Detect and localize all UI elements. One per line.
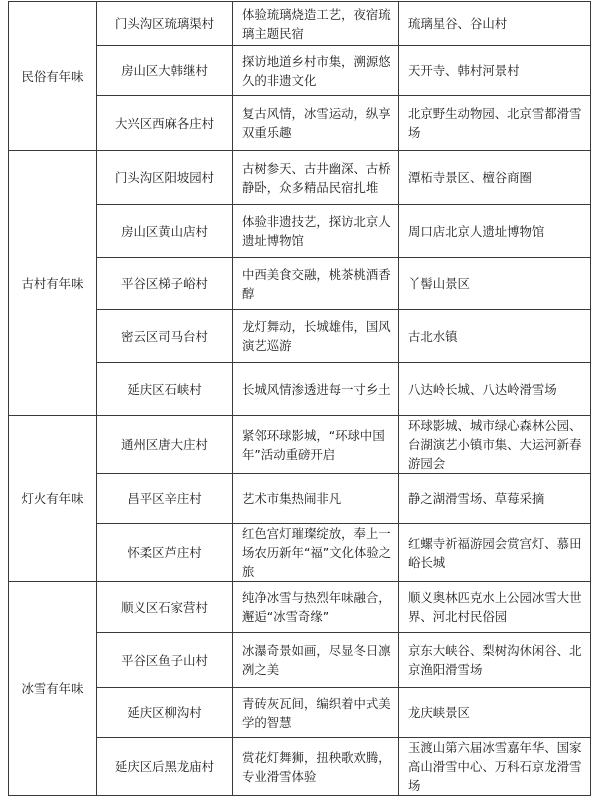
village-cell: 房山区大韩继村 (97, 46, 233, 96)
category-cell: 灯火有年味 (9, 416, 97, 582)
table-row (9, 474, 591, 524)
village-cell: 门头沟区琉璃渠村 (97, 2, 233, 46)
attractions-cell: 八达岭长城、八达岭滑雪场 (399, 363, 591, 416)
village-cell: 延庆区后黑龙庙村 (97, 738, 233, 796)
attractions-cell: 京东大峡谷、梨树沟休闲谷、北京渔阳滑雪场 (399, 633, 591, 688)
feature-cell: 赏花灯舞狮，扭秧歌欢腾，专业滑雪体验 (233, 738, 399, 796)
feature-cell: 紧邻环球影城，“环球中国年”活动重磅开启 (233, 416, 399, 474)
village-cell: 怀柔区芦庄村 (97, 524, 233, 582)
attractions-cell: 北京野生动物园、北京雪都滑雪场 (399, 96, 591, 151)
attractions-cell: 静之湖滑雪场、草莓采摘 (399, 474, 591, 524)
village-cell: 大兴区西麻各庄村 (97, 96, 233, 151)
village-cell: 通州区唐大庄村 (97, 416, 233, 474)
village-cell: 昌平区辛庄村 (97, 474, 233, 524)
table-row (9, 738, 591, 796)
table-row (9, 524, 591, 582)
attractions-cell: 潭柘寺景区、檀谷商圈 (399, 151, 591, 205)
attractions-cell: 红螺寺祈福游园会赏宫灯、慕田峪长城 (399, 524, 591, 582)
feature-cell: 艺术市集热闹非凡 (233, 474, 399, 524)
feature-cell: 探访地道乡村市集，溯源悠久的非遗文化 (233, 46, 399, 96)
feature-cell: 体验非遗技艺，探访北京人遗址博物馆 (233, 205, 399, 258)
table-row (9, 633, 591, 688)
attractions-cell: 琉璃星谷、谷山村 (399, 2, 591, 46)
village-cell: 平谷区梯子峪村 (97, 258, 233, 310)
feature-cell: 青砖灰瓦间，编织着中式美学的智慧 (233, 688, 399, 738)
attractions-cell: 丫髻山景区 (399, 258, 591, 310)
feature-cell: 冰瀑奇景如画，尽显冬日凛冽之美 (233, 633, 399, 688)
village-table (8, 1, 591, 796)
table-row (9, 96, 591, 151)
attractions-cell: 玉渡山第六届冰雪嘉年华、国家高山滑雪中心、万科石京龙滑雪场 (399, 738, 591, 796)
village-cell: 延庆区石峡村 (97, 363, 233, 416)
attractions-cell: 周口店北京人遗址博物馆 (399, 205, 591, 258)
table-row (9, 688, 591, 738)
category-cell: 冰雪有年味 (9, 582, 97, 796)
village-cell: 平谷区鱼子山村 (97, 633, 233, 688)
village-cell: 密云区司马台村 (97, 310, 233, 363)
table-row (9, 205, 591, 258)
attractions-cell: 顺义奥林匹克水上公园冰雪大世界、河北村民俗园 (399, 582, 591, 633)
table-row (9, 258, 591, 310)
feature-cell: 红色宫灯璀璨绽放，奉上一场农历新年“福”文化体验之旅 (233, 524, 399, 582)
feature-cell: 复古风情，冰雪运动，纵享双重乐趣 (233, 96, 399, 151)
table-row (9, 2, 591, 46)
feature-cell: 纯净冰雪与热烈年味融合，邂逅“冰雪奇缘” (233, 582, 399, 633)
village-cell: 顺义区石家营村 (97, 582, 233, 633)
attractions-cell: 古北水镇 (399, 310, 591, 363)
village-cell: 房山区黄山店村 (97, 205, 233, 258)
feature-cell: 中西美食交融，桃茶桃酒香醇 (233, 258, 399, 310)
feature-cell: 体验琉璃烧造工艺，夜宿琉璃主题民宿 (233, 2, 399, 46)
feature-cell: 古树参天、古井幽深、古桥静卧，众多精品民宿扎堆 (233, 151, 399, 205)
table-row (9, 310, 591, 363)
category-cell: 民俗有年味 (9, 2, 97, 151)
category-cell: 古村有年味 (9, 151, 97, 416)
feature-cell: 长城风情渗透进每一寸乡土 (233, 363, 399, 416)
table-row (9, 46, 591, 96)
table-row (9, 416, 591, 474)
attractions-cell: 环球影城、城市绿心森林公园、台湖演艺小镇市集、大运河新春游园会 (399, 416, 591, 474)
table-row (9, 582, 591, 633)
table-row (9, 151, 591, 205)
feature-cell: 龙灯舞动，长城雄伟，国风演艺巡游 (233, 310, 399, 363)
village-cell: 门头沟区阳坡园村 (97, 151, 233, 205)
village-cell: 延庆区柳沟村 (97, 688, 233, 738)
attractions-cell: 龙庆峡景区 (399, 688, 591, 738)
table-row (9, 363, 591, 416)
attractions-cell: 天开寺、韩村河景村 (399, 46, 591, 96)
